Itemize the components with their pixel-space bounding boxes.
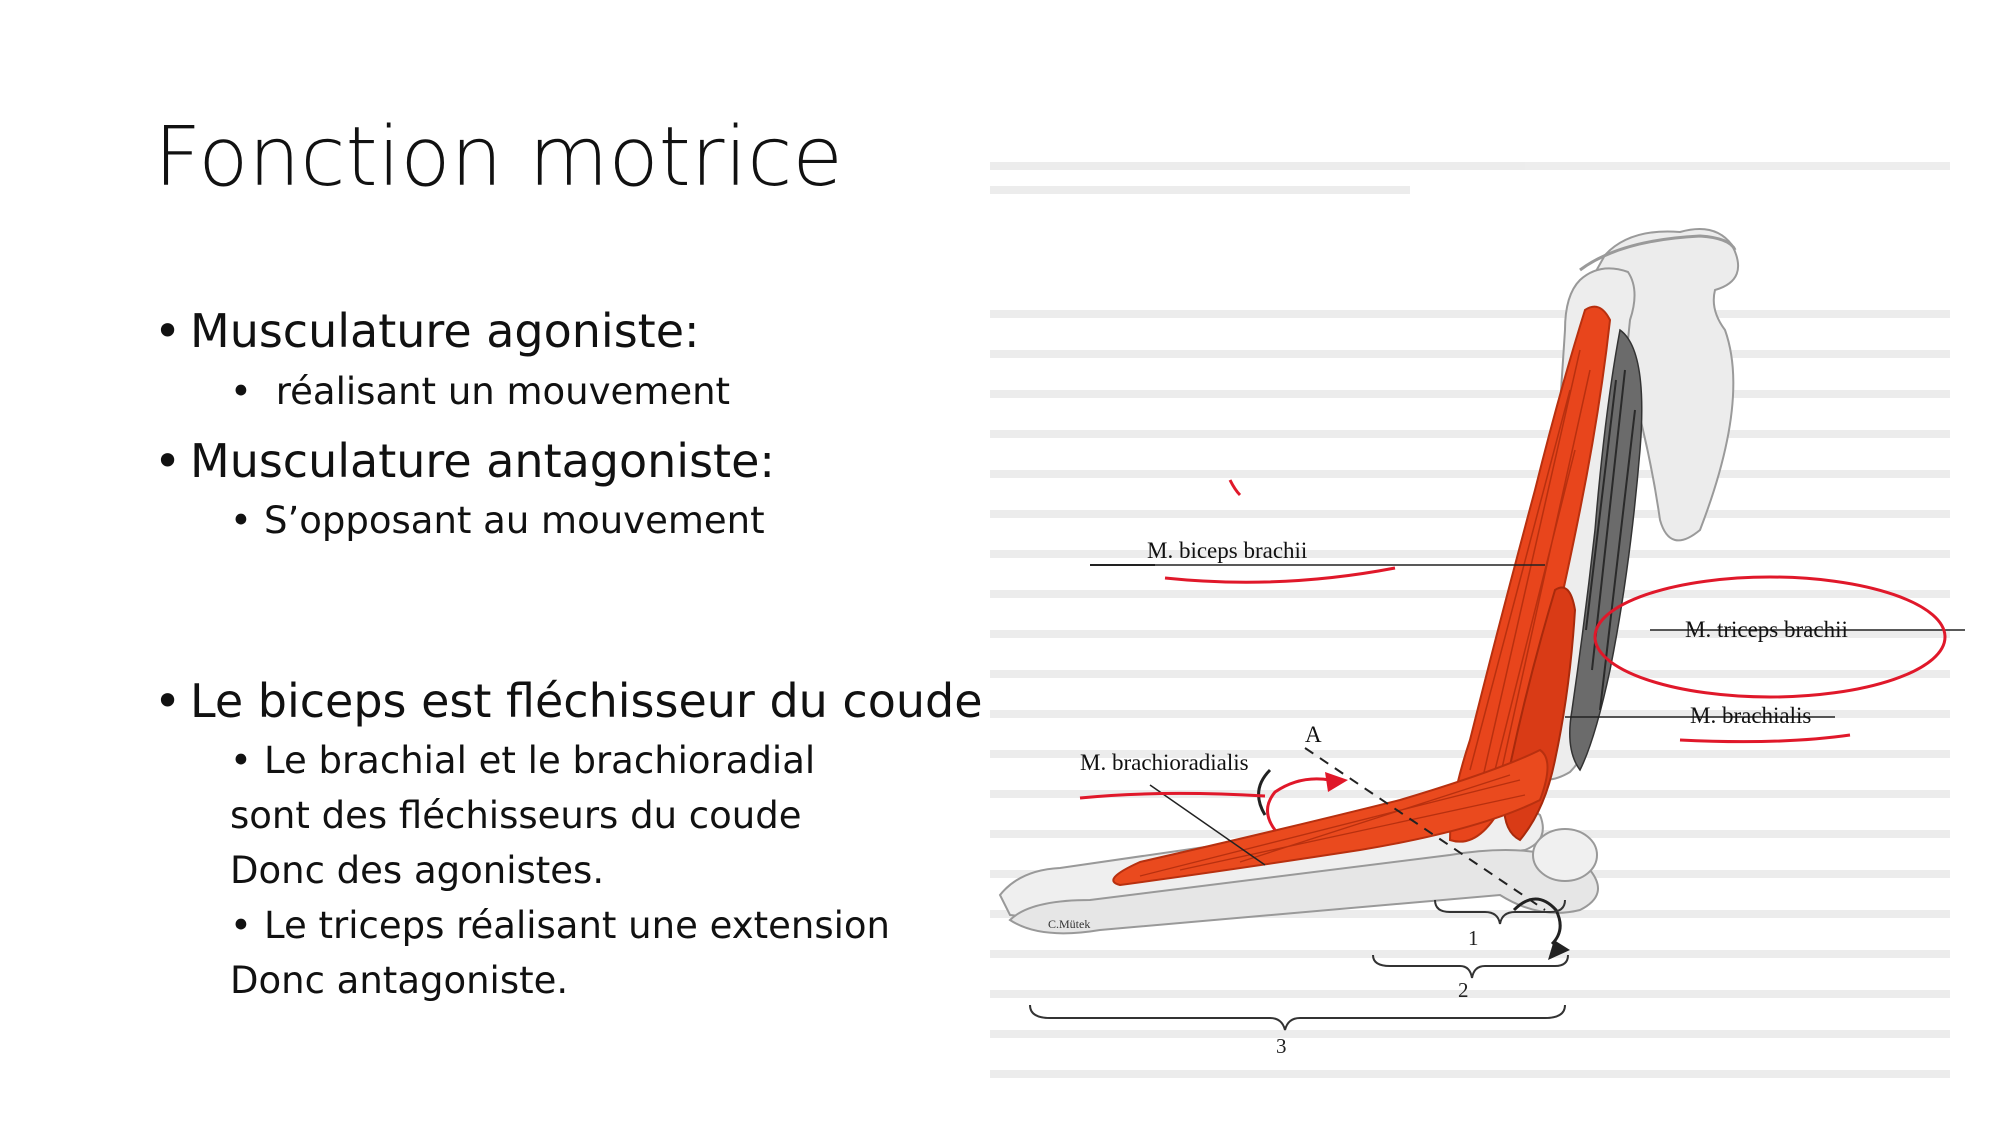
measure-3: 3 — [1276, 1034, 1287, 1058]
label-brachialis: M. brachialis — [1690, 703, 1812, 728]
red-tick-mark — [1230, 480, 1240, 495]
brace-3 — [1030, 1005, 1565, 1030]
sub-bullet-agonist: • réalisant un mouvement — [230, 370, 731, 413]
note-line-3: Donc des agonistes. — [230, 849, 605, 892]
red-underline-brachialis — [1680, 735, 1850, 742]
elbow-joint — [1533, 829, 1597, 881]
label-axis-a: A — [1305, 722, 1322, 747]
bullet-agonist: • Musculature agoniste: — [154, 304, 700, 358]
measure-1: 1 — [1468, 926, 1479, 950]
measure-2: 2 — [1458, 978, 1469, 1002]
arm-anatomy-figure — [980, 150, 2000, 1125]
label-triceps: M. triceps brachii — [1685, 617, 1848, 642]
arm-anatomy-illustration — [980, 150, 2000, 1125]
label-biceps: M. biceps brachii — [1147, 538, 1308, 563]
red-underline-biceps — [1165, 568, 1395, 582]
bullet-biceps: • Le biceps est fléchisseur du coude — [154, 674, 983, 728]
sub-bullet-antagonist: • S’opposant au mouvement — [230, 499, 765, 542]
note-line-1: • Le brachial et le brachioradial — [230, 739, 816, 782]
slide-title: Fonction motrice — [154, 110, 843, 205]
label-brachioradialis: M. brachioradialis — [1080, 750, 1249, 775]
note-line-2: sont des fléchisseurs du coude — [230, 794, 802, 837]
brace-2 — [1373, 955, 1568, 978]
illustrator-signature: C.Mütek — [1048, 917, 1091, 931]
bullet-antagonist: • Musculature antagoniste: — [154, 434, 775, 488]
note-line-4: • Le triceps réalisant une extension — [230, 904, 890, 947]
red-arrowhead-icon — [1325, 772, 1348, 792]
note-line-5: Donc antagoniste. — [230, 959, 569, 1002]
